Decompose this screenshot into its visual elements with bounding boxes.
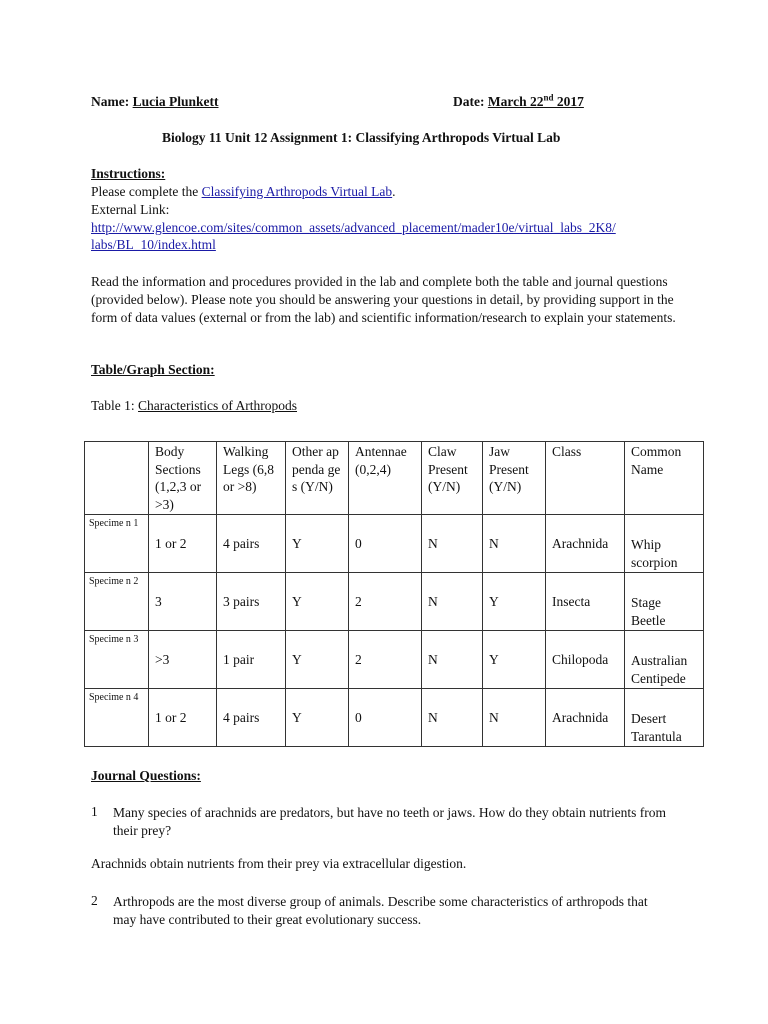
cell-body-sections: 1 or 2 [149,689,217,747]
assignment-title: Biology 11 Unit 12 Assignment 1: Classifying Arthropods Virtual Lab [162,130,561,145]
table-header-row [85,442,704,515]
cell-jaw-present: Y [483,631,546,689]
cell-class: Arachnida [546,689,625,747]
table-row [85,515,704,573]
cell-class: Arachnida [546,515,625,573]
date-label: Date: [453,94,485,109]
table-caption: Table 1: Characteristics of Arthropods [91,398,298,413]
instructions-heading: Instructions: [91,166,166,181]
header-walking-legs: Walking Legs (6,8 or >8) [217,442,286,515]
cell-body-sections: >3 [149,631,217,689]
question-2-text: Arthropods are the most diverse group of animals. Describe some characteristics of arthropods that may have contributed to their great evolutionary success. [113,894,648,927]
name-line [91,94,219,110]
header-jaw-present: Jaw Present (Y/N) [483,442,546,515]
cell-walking-legs: 3 pairs [217,573,286,631]
cell-claw-present: N [422,631,483,689]
cell-class: Chilopoda [546,631,625,689]
cell-walking-legs: 1 pair [217,631,286,689]
cell-common-name: Australian Centipede [625,631,704,689]
cell-other-appendages: Y [286,573,349,631]
cell-common-name: Whip scorpion [625,515,704,573]
cell-claw-present: N [422,515,483,573]
cell-jaw-present: N [483,689,546,747]
instructions-paragraph: Read the information and procedures provided in the lab and complete both the table and journal questions (provided below). Please note you should be answering your questions in detail, by providing support in the form of data values (external or from the lab) and scientific information/research to explain your statements. [91,274,676,325]
arthropods-table [84,441,704,747]
cell-body-sections: 1 or 2 [149,515,217,573]
instructions-line1: Please complete the Classifying Arthropods Virtual Lab. [91,184,396,199]
specimen-label: Specime n 4 [85,689,149,747]
cell-walking-legs: 4 pairs [217,515,286,573]
cell-common-name: Desert Tarantula [625,689,704,747]
cell-other-appendages: Y [286,689,349,747]
table-section-heading: Table/Graph Section: [91,362,215,377]
date-value: March 22nd 2017 [487,92,584,109]
cell-common-name: Stage Beetle [625,573,704,631]
cell-claw-present: N [422,689,483,747]
journal-heading: Journal Questions: [91,768,201,783]
cell-other-appendages: Y [286,515,349,573]
answer-1-text: Arachnids obtain nutrients from their prey via extracellular digestion. [91,856,467,871]
header-other-appendages: Other appenda ges (Y/N) [286,442,349,515]
name-label: Name: [91,94,130,109]
cell-other-appendages: Y [286,631,349,689]
cell-antennae: 2 [349,573,422,631]
cell-claw-present: N [422,573,483,631]
cell-antennae: 0 [349,689,422,747]
header-body-sections: Body Sections (1,2,3 or >3) [149,442,217,515]
cell-antennae: 2 [349,631,422,689]
question-2-number: 2 [91,893,98,908]
external-link-label: External Link: [91,202,170,217]
cell-jaw-present: N [483,515,546,573]
table-row [85,573,704,631]
virtual-lab-link[interactable]: Classifying Arthropods Virtual Lab [201,184,393,199]
cell-jaw-present: Y [483,573,546,631]
cell-body-sections: 3 [149,573,217,631]
header-class: Class [546,442,625,515]
specimen-label: Specime n 2 [85,573,149,631]
header-antennae: Antennae (0,2,4) [349,442,422,515]
table-row [85,689,704,747]
specimen-label: Specime n 1 [85,515,149,573]
external-url-link[interactable]: http://www.glencoe.com/sites/common_assets/advanced_placement/mader10e/virtual_labs_2K8/ labs/BL_10/index.html [91,220,616,252]
question-1-number: 1 [91,804,98,819]
question-1-text: Many species of arachnids are predators, but have no teeth or jaws. How do they obtain nutrients from their prey? [113,805,666,838]
specimen-label: Specime n 3 [85,631,149,689]
cell-class: Insecta [546,573,625,631]
header-claw-present: Claw Present (Y/N) [422,442,483,515]
table-row [85,631,704,689]
date-line [453,94,584,110]
header-cell-blank [85,442,149,515]
cell-walking-legs: 4 pairs [217,689,286,747]
header-common-name: Common Name [625,442,704,515]
student-name: Lucia Plunkett [132,94,219,109]
cell-antennae: 0 [349,515,422,573]
